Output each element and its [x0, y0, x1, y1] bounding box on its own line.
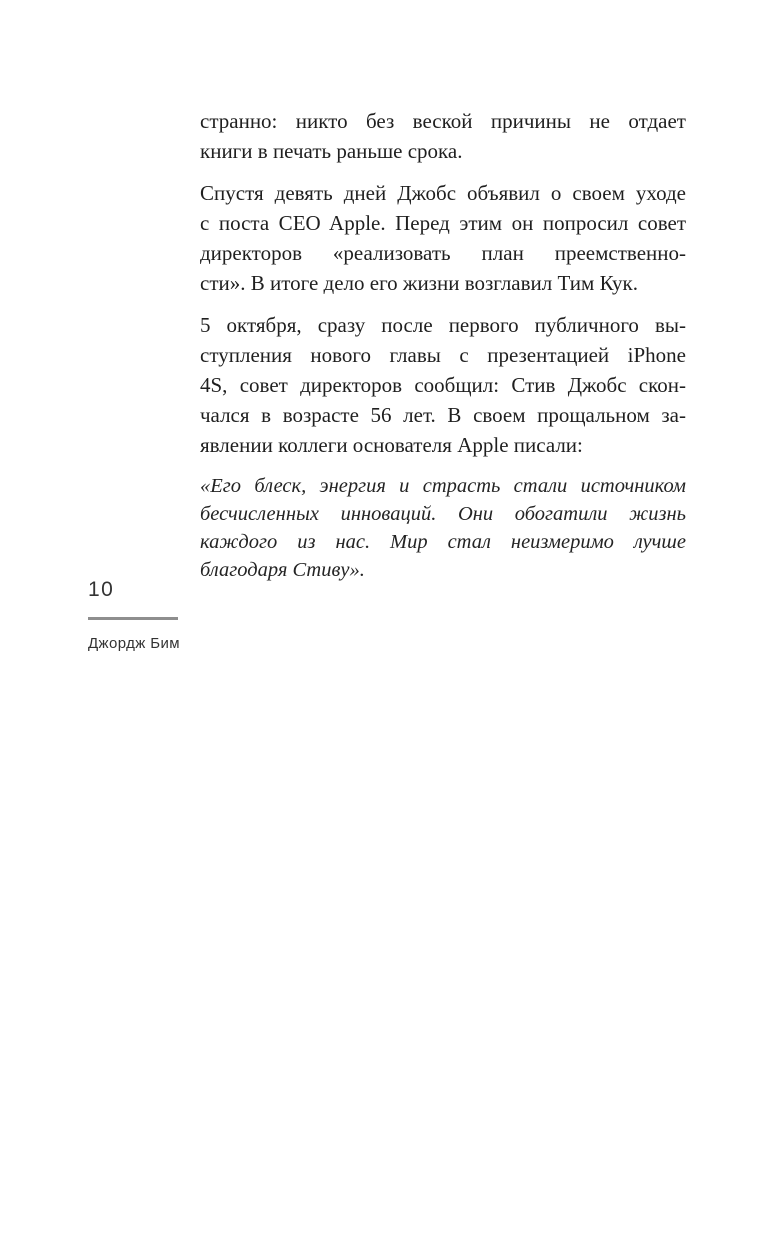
text-line: Спустя девять дней Джобс объявил о своем уходе — [200, 181, 686, 205]
text-line: чался в возрасте 56 лет. В своем прощальном за- — [200, 403, 686, 427]
text-line: 5 октября, сразу после первого публичного вы- — [200, 313, 686, 337]
text-line: книги в печать раньше срока. — [200, 139, 463, 163]
paragraph — [200, 178, 686, 298]
footer-rule — [88, 617, 178, 620]
page-text — [200, 106, 686, 596]
paragraph — [200, 310, 686, 460]
text-line: странно: никто без веской причины не отдает — [200, 109, 686, 133]
text-line: ступления нового главы с презентацией iPhone — [200, 343, 686, 367]
text-line: каждого из нас. Мир стал неизмеримо лучше — [200, 531, 686, 553]
text-line: сти». В итоге дело его жизни возглавил Тим Кук. — [200, 271, 638, 295]
author-name: Джордж Бим — [88, 635, 181, 652]
text-line: «Его блеск, энергия и страсть стали источником — [200, 475, 686, 497]
paragraph — [200, 106, 686, 166]
text-line: 4S, совет директоров сообщил: Стив Джобс скон- — [200, 373, 686, 397]
page-footer — [88, 578, 180, 652]
text-line: явлении коллеги основателя Apple писали: — [200, 433, 583, 457]
text-line: бесчисленных инноваций. Они обогатили жизнь — [200, 503, 686, 525]
text-line: с поста CEO Apple. Перед этим он попросил совет — [200, 211, 686, 235]
text-line: директоров «реализовать план преемственно- — [200, 241, 686, 265]
text-line: благодаря Стиву». — [200, 559, 365, 581]
quote-paragraph — [200, 472, 686, 584]
page-number: 10 — [88, 578, 115, 601]
